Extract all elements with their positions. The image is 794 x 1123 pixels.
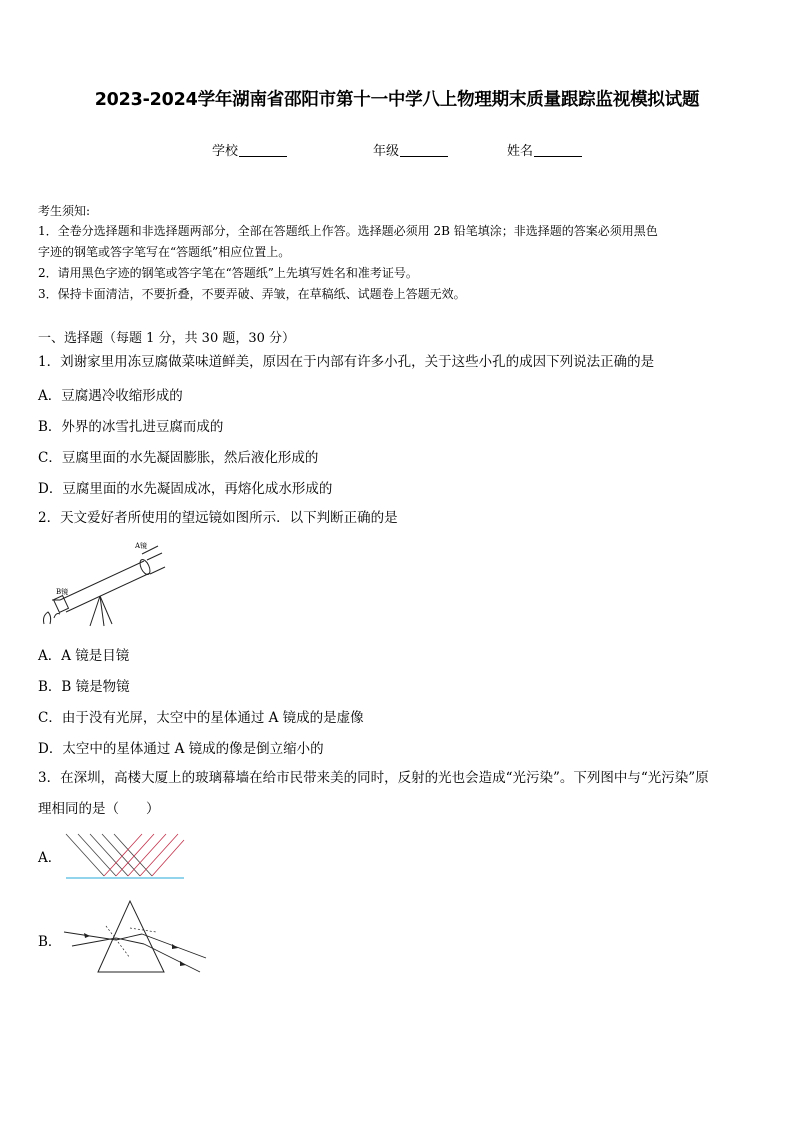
question-2-option-a[interactable]: A．A 镜是目镜 [38,648,130,664]
question-1-stem: 1．刘谢家里用冻豆腐做菜味道鲜美，原因在于内部有许多小孔，关于这些小孔的成因下列说法正确的是 [38,354,655,370]
question-3-option-b[interactable]: B． [38,934,62,950]
question-1-option-a[interactable]: A．豆腐遇冷收缩形成的 [38,388,183,404]
question-1-option-b[interactable]: B．外界的冰雪扎进豆腐而成的 [38,419,224,435]
question-1-option-c[interactable]: C．豆腐里面的水先凝固膨胀，然后液化形成的 [38,450,319,466]
question-2-option-c[interactable]: C．由于没有光屏，太空中的星体通过 A 镜成的是虚像 [38,710,364,726]
question-1-option-d[interactable]: D．豆腐里面的水先凝固成冰，再熔化成水形成的 [38,481,333,497]
notice-item: 字迹的钢笔或答字笔写在“答题纸”相应位置上。 [38,245,291,259]
notice-item: 1．全卷分选择题和非选择题两部分，全部在答题纸上作答。选择题必须用 2B 铅笔填涂；非选择题的答案必须用黑色 [38,224,658,238]
question-3-option-a[interactable]: A． [38,850,62,866]
section-heading: 一、选择题（每题 1 分，共 30 题，30 分） [38,331,296,346]
notice-heading: 考生须知: [38,204,91,218]
figure-label-a: A镜 [135,542,148,550]
name-field [507,140,582,159]
regular-reflection-figure [64,830,186,882]
prism-refraction-figure [60,898,210,978]
telescope-figure [38,538,168,628]
notice-item: 3．保持卡面清洁，不要折叠，不要弄破、弄皱，在草稿纸、试题卷上答题无效。 [38,287,466,301]
grade-label: 年级 [373,144,400,159]
figure-label-b: B镜 [56,588,69,596]
question-3-stem-line1: 3．在深圳，高楼大厦上的玻璃幕墙在给市民带来美的同时，反射的光也会造成“光污染”。下列图中与“光污染”原 [38,770,709,786]
notice-item: 2．请用黑色字迹的钢笔或答字笔在“答题纸”上先填写姓名和准考证号。 [38,266,418,280]
question-2-option-d[interactable]: D．太空中的星体通过 A 镜成的像是倒立缩小的 [38,741,324,757]
exam-title: 2023-2024学年湖南省邵阳市第十一中学八上物理期末质量跟踪监视模拟试题 [94,90,700,110]
school-field [212,140,287,159]
question-2-stem: 2．天文爱好者所使用的望远镜如图所示．以下判断正确的是 [38,510,398,526]
name-blank[interactable] [534,144,582,157]
name-label: 姓名 [507,144,534,159]
question-3-stem-line2: 理相同的是（ ） [38,801,160,817]
grade-field [373,140,448,159]
question-2-option-b[interactable]: B．B 镜是物镜 [38,679,130,695]
school-blank[interactable] [239,144,287,157]
school-label: 学校 [212,144,239,159]
grade-blank[interactable] [400,144,448,157]
